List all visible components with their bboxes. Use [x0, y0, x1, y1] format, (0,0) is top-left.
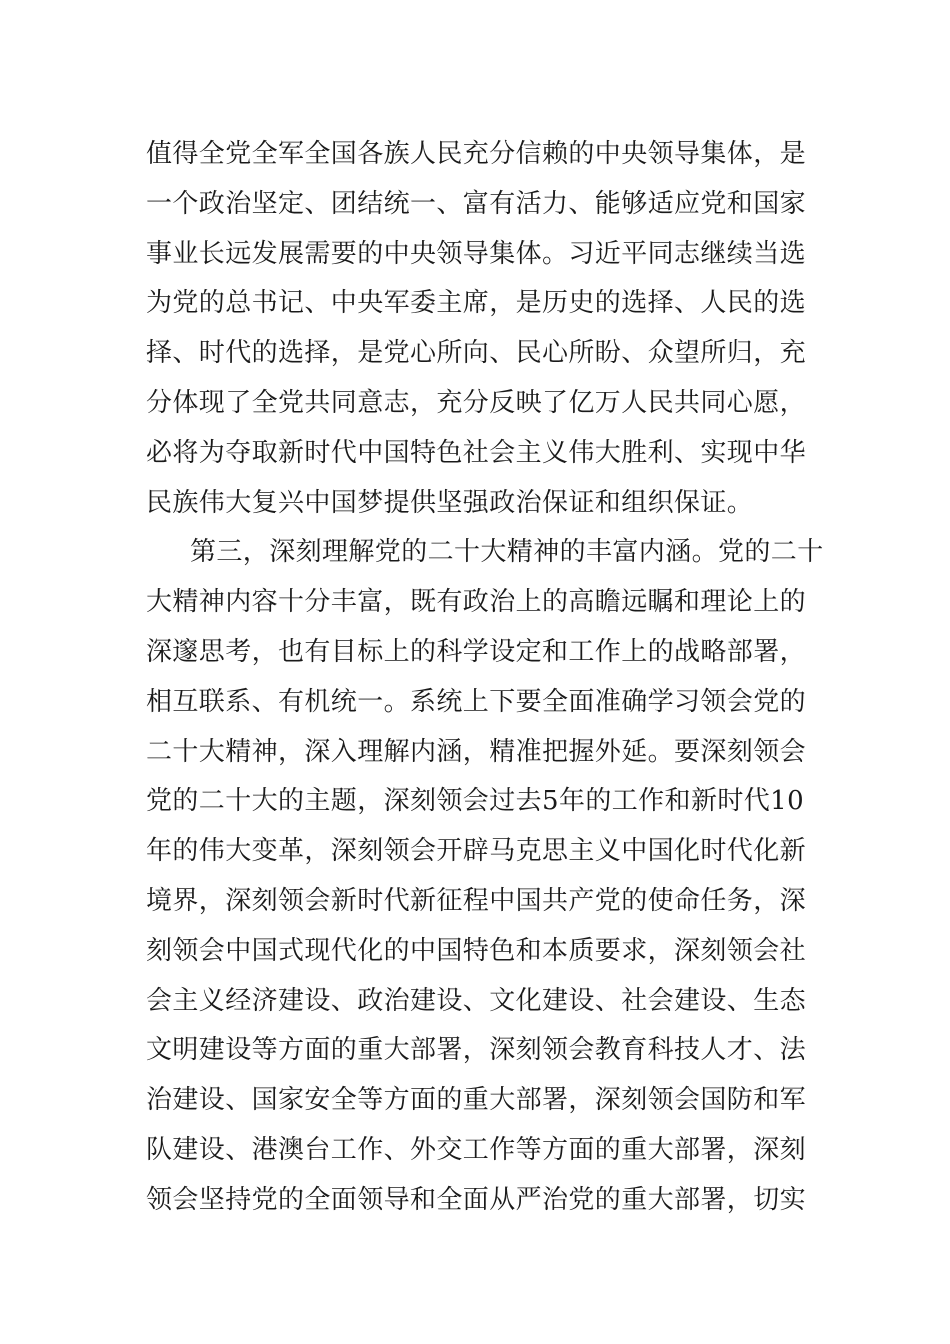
- paragraph-start-line: 第三，深刻理解党的二十大精神的丰富内涵。党的二十: [190, 537, 824, 568]
- text-line: 刻领会中国式现代化的中国特色和本质要求，深刻领会社: [146, 935, 807, 966]
- text-line: 大精神内容十分丰富，既有政治上的高瞻远瞩和理论上的: [146, 587, 807, 618]
- text-line: 领会坚持党的全面领导和全面从严治党的重大部署，切实: [146, 1184, 807, 1215]
- text-line: 择、时代的选择，是党心所向、民心所盼、众望所归，充: [146, 338, 807, 369]
- text-line: 相互联系、有机统一。系统上下要全面准确学习领会党的: [146, 686, 807, 717]
- text-line: 分体现了全党共同意志，充分反映了亿万人民共同心愿，: [146, 387, 807, 418]
- text-line: 治建设、国家安全等方面的重大部署，深刻领会国防和军: [146, 1085, 807, 1116]
- text-line: 深邃思考，也有目标上的科学设定和工作上的战略部署，: [146, 636, 807, 667]
- text-line: 为党的总书记、中央军委主席，是历史的选择、人民的选: [146, 288, 807, 319]
- text-line: 年的伟大变革，深刻领会开辟马克思主义中国化时代化新: [146, 836, 807, 867]
- text-line: 文明建设等方面的重大部署，深刻领会教育科技人才、法: [146, 1035, 807, 1066]
- body-text: [146, 130, 824, 1226]
- text-line: 一个政治坚定、团结统一、富有活力、能够适应党和国家: [146, 188, 807, 219]
- text-line: 二十大精神，深入理解内涵，精准把握外延。要深刻领会: [146, 736, 807, 767]
- text-line: 会主义经济建设、政治建设、文化建设、社会建设、生态: [146, 985, 807, 1016]
- text-line: 民族伟大复兴中国梦提供坚强政治保证和组织保证。: [146, 487, 754, 518]
- text-line: 境界，深刻领会新时代新征程中国共产党的使命任务，深: [146, 885, 807, 916]
- text-line: 必将为夺取新时代中国特色社会主义伟大胜利、实现中华: [146, 437, 807, 468]
- text-line: 事业长远发展需要的中央领导集体。习近平同志继续当选: [146, 238, 807, 269]
- text-line: 党的二十大的主题，深刻领会过去5年的工作和新时代10: [146, 786, 805, 817]
- text-line: 队建设、港澳台工作、外交工作等方面的重大部署，深刻: [146, 1134, 807, 1165]
- text-line: 值得全党全军全国各族人民充分信赖的中央领导集体，是: [146, 139, 807, 169]
